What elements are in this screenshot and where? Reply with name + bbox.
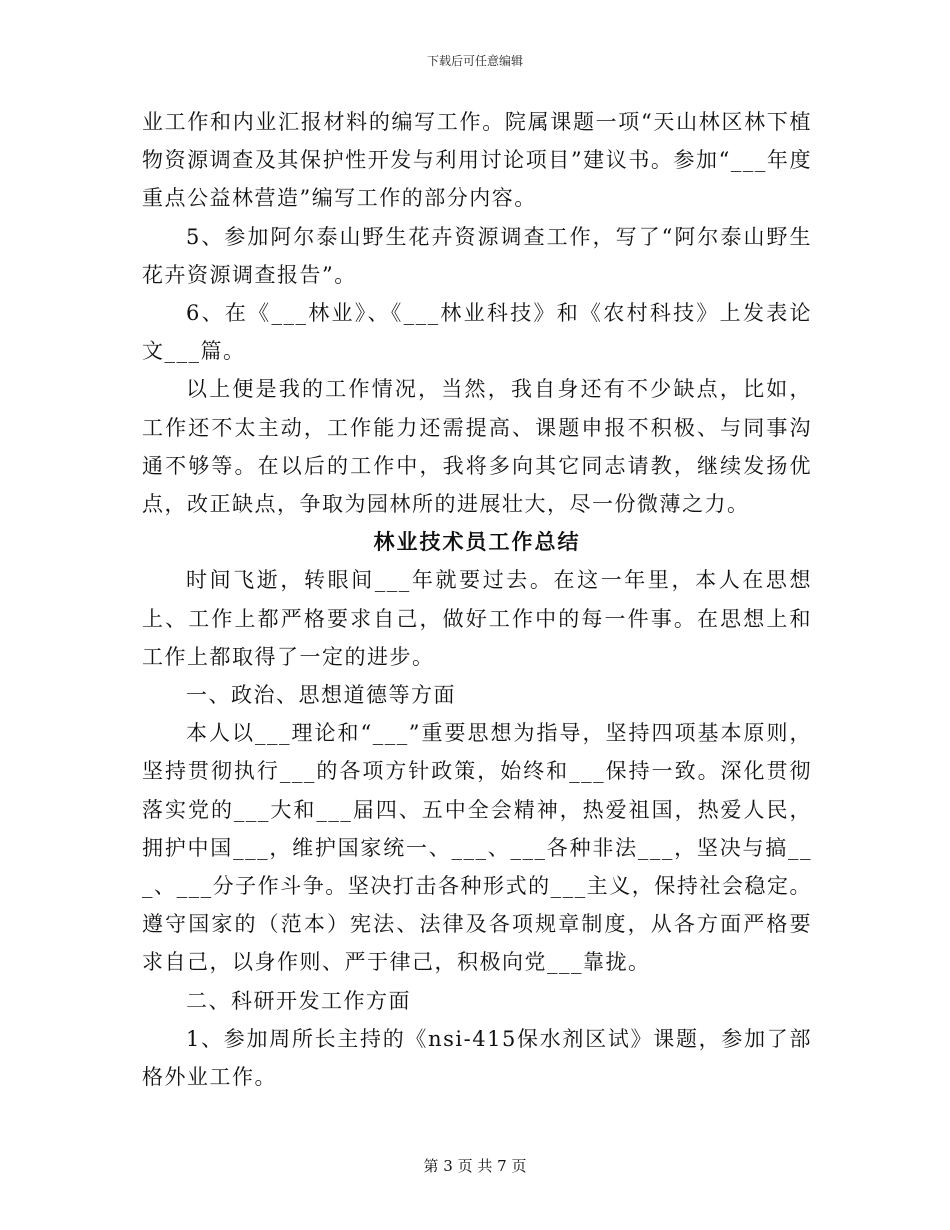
paragraph: 业工作和内业汇报材料的编写工作。院属课题一项“天山林区林下植物资源调查及其保护性开发与利用讨论项目”建议书。参加“___年度重点公益林营造”编写工作的部分内容。 xyxy=(142,110,812,211)
document-body xyxy=(142,103,812,1096)
page-header: 下载后可任意编辑 xyxy=(426,54,523,68)
page-number: 第 3 页 共 7 页 xyxy=(423,1157,527,1175)
section-heading: 二、科研开发工作方面 xyxy=(186,988,411,1013)
paragraph: 5、参加阿尔泰山野生花卉资源调查工作，写了“阿尔泰山野生花卉资源调查报告”。 xyxy=(142,224,812,287)
paragraph: 本人以___理论和“___”重要思想为指导，坚持四项基本原则，坚持贯彻执行___的各项方针政策，始终和___保持一致。深化贯彻落实党的___大和___届四、五中全会精神，热爱祖国，热爱人民，拥护中国___，维护国家统一、___、___各种非法___，坚决与搞___、___分子作斗争。坚决打击各种形式的___主义，保持社会稳定。遵守国家的（范本）宪法、法律及各项规章制度，从各方面严格要求自己，以身作则、严于律己，积极向党___靠拢。 xyxy=(142,721,812,975)
section-title: 林业技术员工作总结 xyxy=(373,529,581,555)
paragraph: 1、参加周所长主持的《nsi-415保水剂区试》课题，参加了部格外业工作。 xyxy=(142,1026,812,1090)
paragraph: 时间飞逝，转眼间___年就要过去。在这一年里，本人在思想上、工作上都严格要求自己，做好工作中的每一件事。在思想上和工作上都取得了一定的进步。 xyxy=(142,568,812,669)
section-heading: 一、政治、思想道德等方面 xyxy=(186,683,456,708)
paragraph: 6、在《___林业》、《___林业科技》和《农村科技》上发表论文___篇。 xyxy=(142,301,812,364)
paragraph: 以上便是我的工作情况，当然，我自身还有不少缺点，比如，工作还不太主动，工作能力还需提高、课题申报不积极、与同事沟通不够等。在以后的工作中，我将多向其它同志请教，继续发扬优点，改正缺点，争取为园林所的进展壮大，尽一份微薄之力。 xyxy=(142,377,812,517)
